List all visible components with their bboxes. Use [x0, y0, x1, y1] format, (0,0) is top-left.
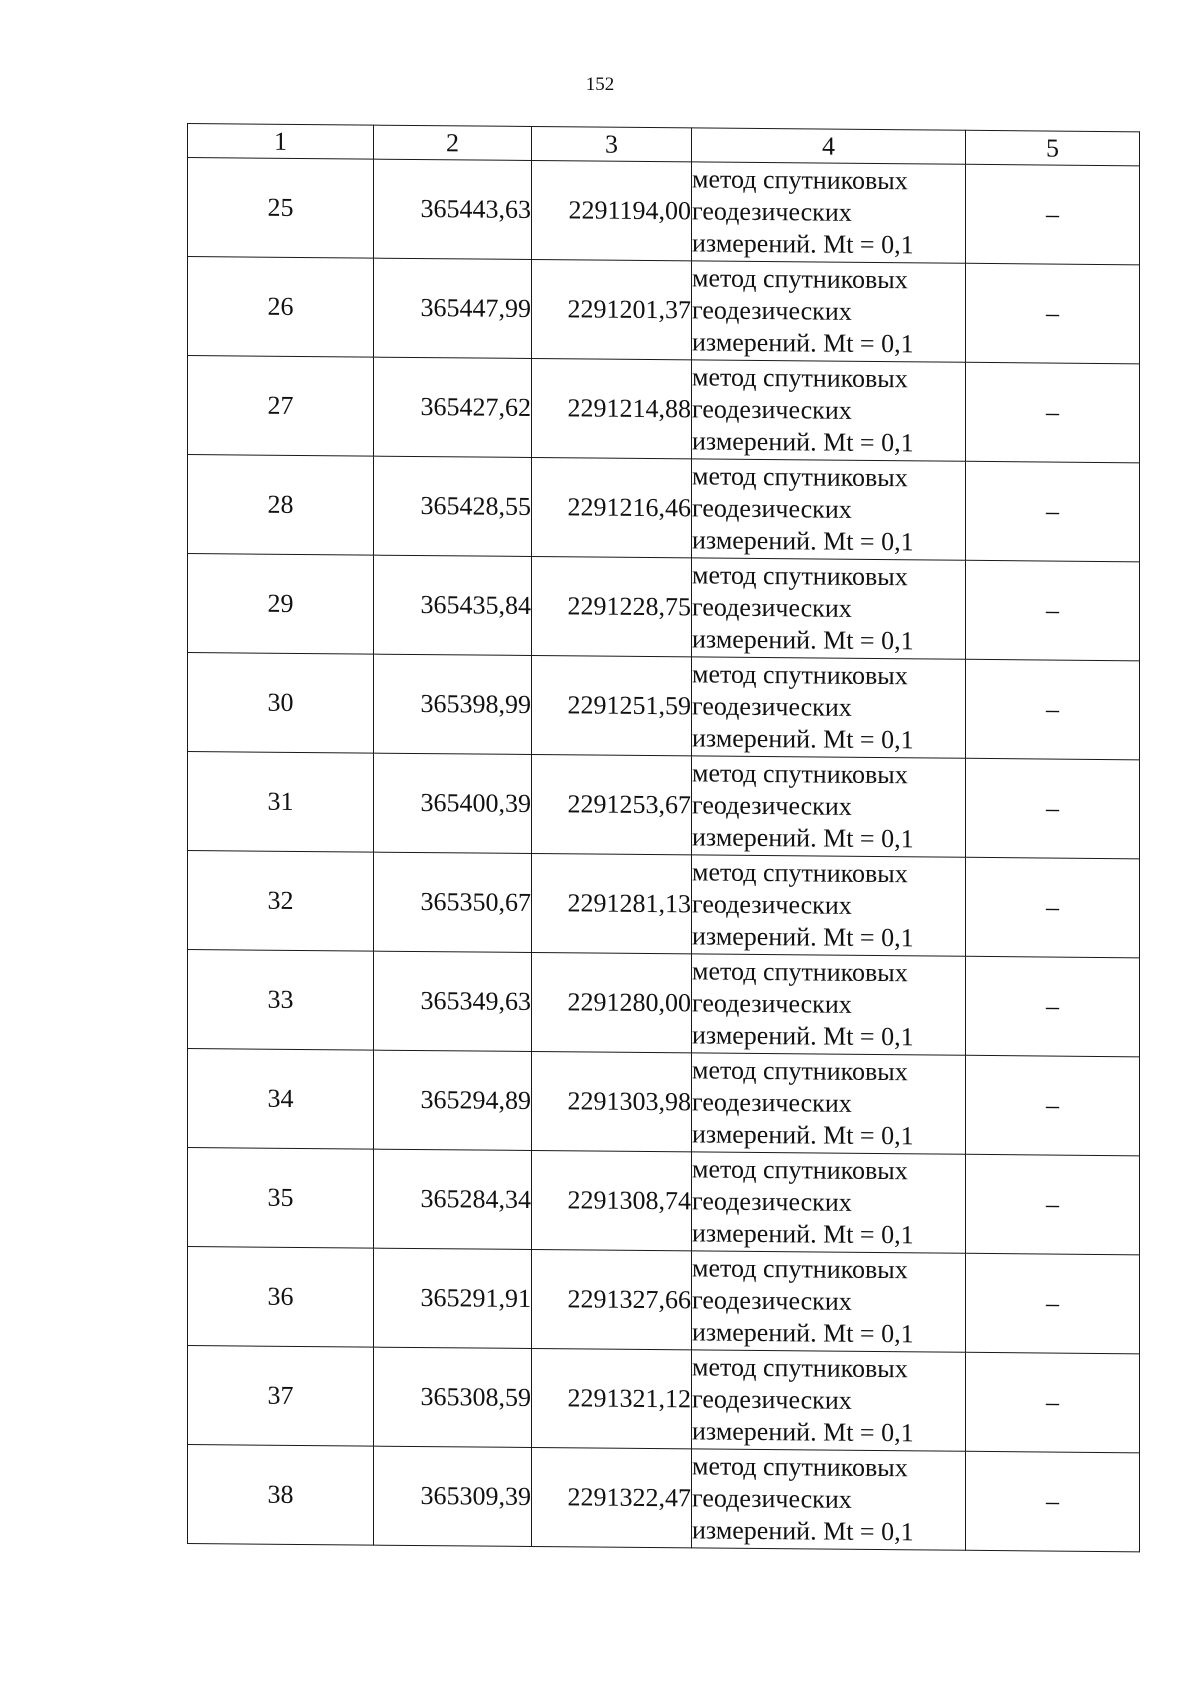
method-line: геодезических	[692, 988, 852, 1019]
point-number-cell: 37	[188, 1346, 374, 1447]
method-line: метод спутниковых	[692, 1154, 908, 1186]
note-cell: –	[966, 956, 1140, 1057]
method-line: геодезических	[692, 1483, 852, 1514]
method-line: измерений. Mt = 0,1	[692, 1416, 914, 1448]
method-line: измерений. Mt = 0,1	[692, 624, 914, 656]
method-line: измерений. Mt = 0,1	[692, 327, 914, 359]
method-line: геодезических	[692, 295, 852, 326]
method-line: геодезических	[692, 196, 852, 227]
note-cell: –	[966, 1352, 1140, 1453]
x-coordinate-cell: 365400,39	[374, 753, 532, 853]
point-number-cell: 29	[188, 554, 374, 655]
table-row	[188, 455, 1140, 562]
method-line: метод спутниковых	[692, 758, 908, 790]
note-cell: –	[966, 560, 1140, 661]
method-line: метод спутниковых	[692, 263, 908, 295]
method-line: измерений. Mt = 0,1	[692, 1515, 914, 1547]
method-line: метод спутниковых	[692, 362, 908, 394]
x-coordinate-cell: 365427,62	[374, 357, 532, 457]
method-line: метод спутниковых	[692, 659, 908, 691]
method-line: измерений. Mt = 0,1	[692, 1020, 914, 1052]
column-header: 1	[188, 124, 374, 160]
method-line: геодезических	[692, 1186, 852, 1217]
page-number: 152	[585, 74, 615, 95]
note-cell: –	[966, 263, 1140, 364]
y-coordinate-cell: 2291253,67	[532, 755, 692, 855]
y-coordinate-cell: 2291321,12	[532, 1349, 692, 1449]
table-row	[188, 851, 1140, 958]
method-cell	[692, 1152, 966, 1253]
method-cell	[692, 1449, 966, 1550]
note-cell: –	[966, 758, 1140, 859]
method-cell	[692, 360, 966, 461]
method-cell	[692, 261, 966, 362]
method-cell	[692, 657, 966, 758]
y-coordinate-cell: 2291327,66	[532, 1250, 692, 1350]
y-coordinate-cell: 2291214,88	[532, 359, 692, 459]
x-coordinate-cell: 365350,67	[374, 852, 532, 952]
method-line: метод спутниковых	[692, 164, 908, 196]
method-line: геодезических	[692, 394, 852, 425]
table-row	[188, 752, 1140, 859]
note-cell: –	[966, 1154, 1140, 1255]
x-coordinate-cell: 365435,84	[374, 555, 532, 655]
method-cell	[692, 1350, 966, 1451]
y-coordinate-cell: 2291216,46	[532, 458, 692, 558]
table-row	[188, 1445, 1140, 1552]
point-number-cell: 30	[188, 653, 374, 754]
point-number-cell: 34	[188, 1049, 374, 1150]
method-line: геодезических	[692, 790, 852, 821]
method-cell	[692, 954, 966, 1055]
x-coordinate-cell: 365308,59	[374, 1347, 532, 1447]
x-coordinate-cell: 365398,99	[374, 654, 532, 754]
table-row	[188, 653, 1140, 760]
table-row	[188, 1247, 1140, 1354]
point-number-cell: 35	[188, 1148, 374, 1249]
method-line: геодезических	[692, 1384, 852, 1415]
x-coordinate-cell: 365349,63	[374, 951, 532, 1051]
method-line: измерений. Mt = 0,1	[692, 1218, 914, 1250]
method-line: геодезических	[692, 889, 852, 920]
method-cell	[692, 1251, 966, 1352]
note-cell: –	[966, 1253, 1140, 1354]
method-line: измерений. Mt = 0,1	[692, 1119, 914, 1151]
point-number-cell: 32	[188, 851, 374, 952]
method-line: измерений. Mt = 0,1	[692, 921, 914, 953]
y-coordinate-cell: 2291308,74	[532, 1151, 692, 1251]
table-row	[188, 1346, 1140, 1453]
x-coordinate-cell: 365294,89	[374, 1050, 532, 1150]
x-coordinate-cell: 365447,99	[374, 258, 532, 358]
method-line: измерений. Mt = 0,1	[692, 822, 914, 854]
x-coordinate-cell: 365443,63	[374, 159, 532, 259]
method-line: метод спутниковых	[692, 1352, 908, 1384]
method-cell	[692, 1053, 966, 1154]
method-line: метод спутниковых	[692, 857, 908, 889]
method-cell	[692, 756, 966, 857]
method-line: геодезических	[692, 493, 852, 524]
y-coordinate-cell: 2291280,00	[532, 953, 692, 1053]
column-header: 5	[966, 130, 1140, 166]
point-number-cell: 31	[188, 752, 374, 853]
method-line: метод спутниковых	[692, 1253, 908, 1285]
table-row	[188, 1049, 1140, 1156]
method-line: метод спутниковых	[692, 1451, 908, 1483]
method-line: геодезических	[692, 1285, 852, 1316]
point-number-cell: 28	[188, 455, 374, 556]
method-line: измерений. Mt = 0,1	[692, 228, 914, 260]
table-row	[188, 257, 1140, 364]
table-row	[188, 356, 1140, 463]
y-coordinate-cell: 2291228,75	[532, 557, 692, 657]
coordinates-table	[187, 123, 1140, 1552]
method-line: метод спутниковых	[692, 560, 908, 592]
method-cell	[692, 162, 966, 263]
method-cell	[692, 855, 966, 956]
y-coordinate-cell: 2291281,13	[532, 854, 692, 954]
note-cell: –	[966, 461, 1140, 562]
y-coordinate-cell: 2291201,37	[532, 260, 692, 360]
y-coordinate-cell: 2291251,59	[532, 656, 692, 756]
point-number-cell: 38	[188, 1445, 374, 1546]
note-cell: –	[966, 857, 1140, 958]
method-line: измерений. Mt = 0,1	[692, 426, 914, 458]
column-header: 3	[532, 127, 692, 162]
point-number-cell: 27	[188, 356, 374, 457]
method-line: метод спутниковых	[692, 956, 908, 988]
table-row	[188, 950, 1140, 1057]
y-coordinate-cell: 2291322,47	[532, 1448, 692, 1548]
x-coordinate-cell: 365428,55	[374, 456, 532, 556]
point-number-cell: 25	[188, 158, 374, 259]
column-header: 2	[374, 125, 532, 160]
method-line: геодезических	[692, 691, 852, 722]
y-coordinate-cell: 2291194,00	[532, 161, 692, 261]
method-line: геодезических	[692, 1087, 852, 1118]
method-line: измерений. Mt = 0,1	[692, 723, 914, 755]
point-number-cell: 36	[188, 1247, 374, 1348]
method-line: измерений. Mt = 0,1	[692, 525, 914, 557]
method-line: метод спутниковых	[692, 1055, 908, 1087]
method-line: геодезических	[692, 592, 852, 623]
note-cell: –	[966, 362, 1140, 463]
note-cell: –	[966, 659, 1140, 760]
x-coordinate-cell: 365284,34	[374, 1149, 532, 1249]
point-number-cell: 26	[188, 257, 374, 358]
table-row	[188, 1148, 1140, 1255]
table-row	[188, 158, 1140, 265]
method-cell	[692, 459, 966, 560]
column-header: 4	[692, 128, 966, 164]
y-coordinate-cell: 2291303,98	[532, 1052, 692, 1152]
x-coordinate-cell: 365291,91	[374, 1248, 532, 1348]
point-number-cell: 33	[188, 950, 374, 1051]
method-line: измерений. Mt = 0,1	[692, 1317, 914, 1349]
table-row	[188, 554, 1140, 661]
note-cell: –	[966, 1451, 1140, 1552]
method-line: метод спутниковых	[692, 461, 908, 493]
x-coordinate-cell: 365309,39	[374, 1446, 532, 1546]
note-cell: –	[966, 164, 1140, 265]
note-cell: –	[966, 1055, 1140, 1156]
method-cell	[692, 558, 966, 659]
